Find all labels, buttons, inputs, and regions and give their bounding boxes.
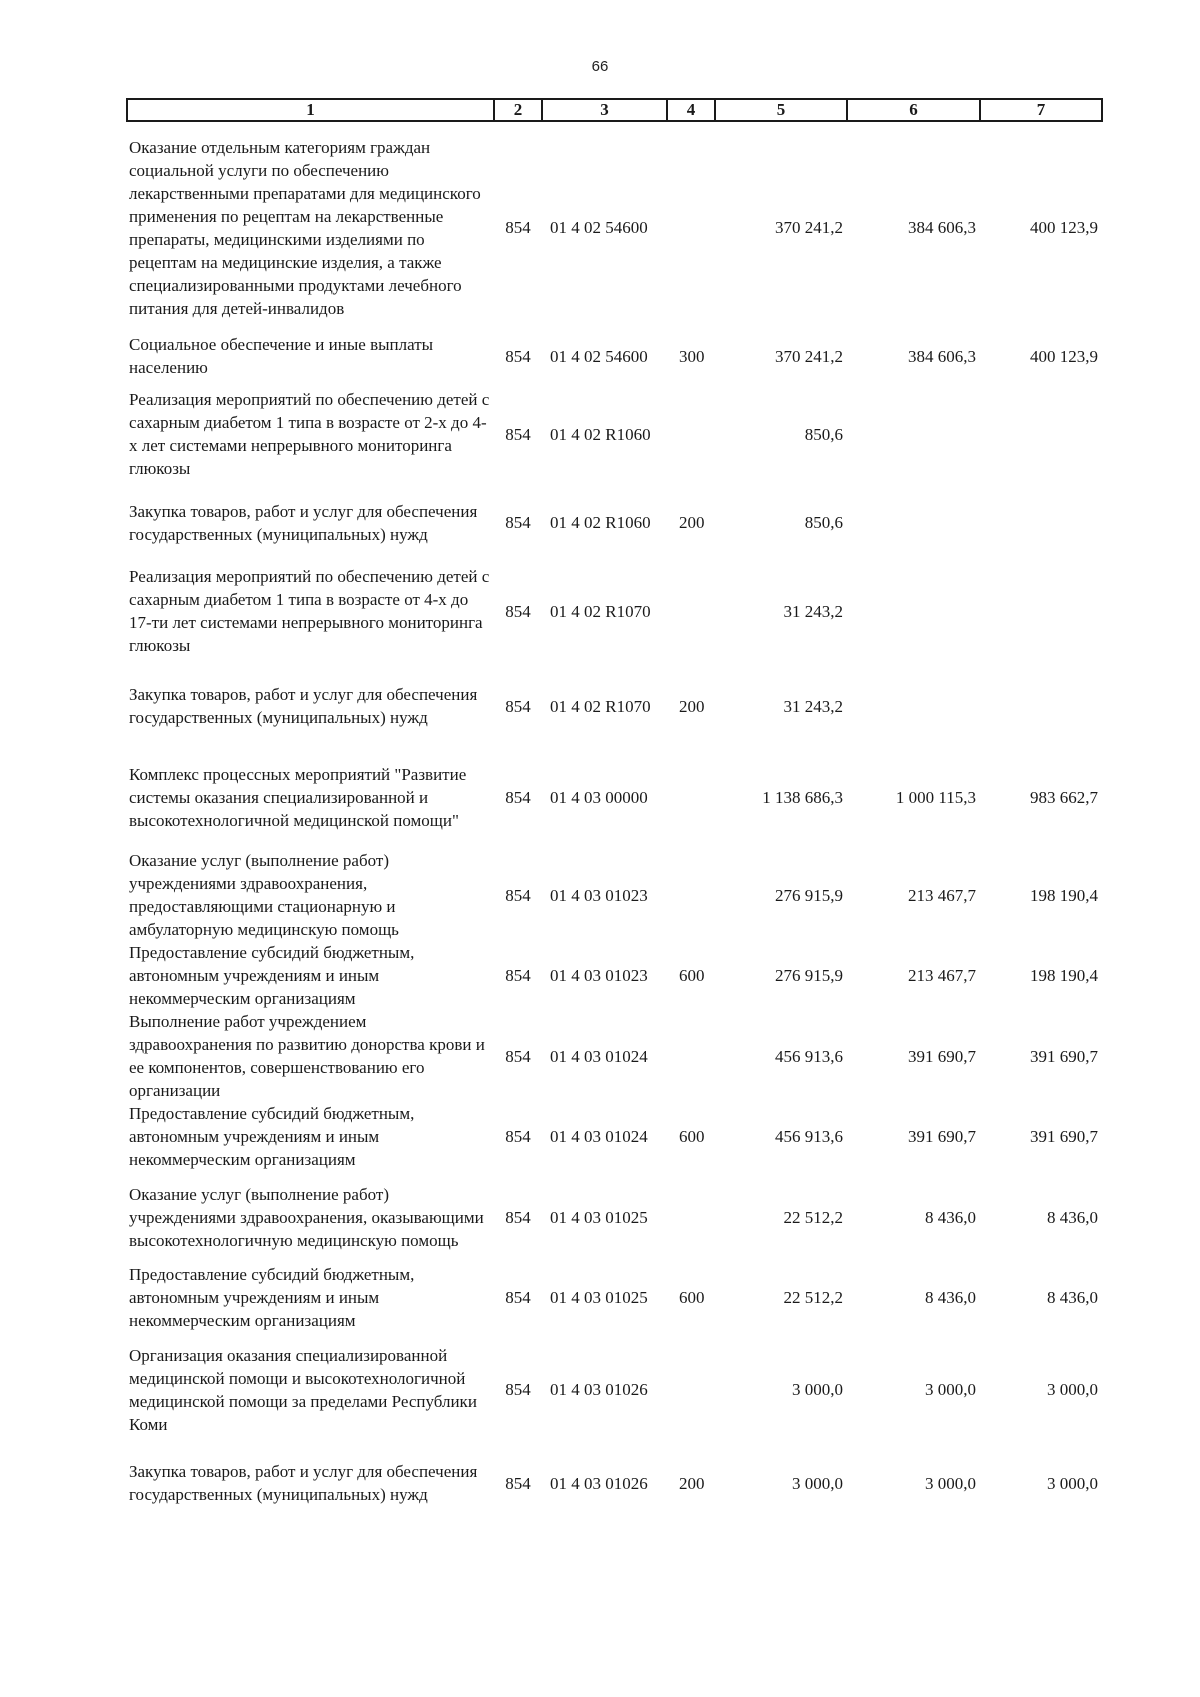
ministry-code: 854: [505, 1046, 531, 1066]
target-article-code: 01 4 03 01025: [550, 1207, 648, 1227]
amount-year-1: 276 915,9: [775, 966, 843, 985]
column-header-7: 7: [980, 99, 1102, 121]
amount-year-1: 31 243,2: [783, 696, 843, 716]
amount-year-2: 391 690,7: [908, 1046, 976, 1066]
amount-year-3: 400 123,9: [1030, 218, 1098, 237]
target-article-code: 01 4 03 01024: [550, 1127, 648, 1146]
expense-type-code: [667, 1171, 715, 1263]
amount-year-1: 456 913,6: [775, 1046, 843, 1066]
amount-year-1: 3 000,0: [792, 1473, 843, 1493]
amount-year-1: 370 241,2: [775, 218, 843, 237]
table-row: [127, 489, 1102, 556]
amount-year-1: 850,6: [804, 513, 843, 532]
target-article-code: 01 4 02 R1070: [550, 696, 651, 716]
column-header-4: 4: [667, 99, 715, 121]
ministry-code: 854: [505, 1473, 531, 1493]
amount-year-3: [980, 489, 1102, 556]
table-row: [127, 556, 1102, 666]
amount-year-1: 3 000,0: [792, 1380, 843, 1399]
ministry-code: 854: [505, 424, 531, 444]
amount-year-2: 8 436,0: [925, 1207, 976, 1227]
amount-year-1: 276 915,9: [775, 885, 843, 905]
table-row: [127, 941, 1102, 1010]
ministry-code: 854: [505, 696, 531, 716]
amount-year-1: 456 913,6: [775, 1127, 843, 1146]
expense-type-code: 200: [679, 1473, 705, 1493]
table-row: [127, 1171, 1102, 1263]
item-name: Закупка товаров, работ и услуг для обеспечения государственных (муниципальных) нужд: [129, 501, 478, 544]
target-article-code: 01 4 03 00000: [550, 788, 648, 807]
target-article-code: 01 4 02 54600: [550, 218, 648, 237]
amount-year-3: 400 123,9: [1030, 346, 1098, 366]
ministry-code: 854: [505, 1127, 531, 1146]
amount-year-2: [847, 556, 980, 666]
amount-year-2: [847, 666, 980, 746]
table-row: [127, 666, 1102, 746]
expense-type-code: 600: [679, 966, 705, 985]
amount-year-3: 3 000,0: [1047, 1380, 1098, 1399]
target-article-code: 01 4 03 01023: [550, 885, 648, 905]
amount-year-1: 22 512,2: [783, 1288, 843, 1307]
amount-year-3: 8 436,0: [1047, 1207, 1098, 1227]
target-article-code: 01 4 03 01023: [550, 966, 648, 985]
table-row: [127, 849, 1102, 941]
budget-table: [126, 98, 1103, 1519]
item-name: Предоставление субсидий бюджетным, автономным учреждениям и иным некоммерческим организациям: [129, 1265, 415, 1330]
item-name: Оказание услуг (выполнение работ) учреждениями здравоохранения, оказывающими высокотехнологичную медицинскую помощь: [129, 1184, 484, 1250]
expense-type-code: [667, 121, 715, 333]
column-header-3: 3: [542, 99, 667, 121]
column-header-6: 6: [847, 99, 980, 121]
item-name: Комплекс процессных мероприятий "Развитие системы оказания специализированной и высокотехнологичной медицинской помощи": [129, 765, 467, 830]
column-header-5: 5: [715, 99, 847, 121]
target-article-code: 01 4 03 01024: [550, 1046, 648, 1066]
amount-year-3: [980, 556, 1102, 666]
item-name: Оказание отдельным категориям граждан социальной услуги по обеспечению лекарственными препаратами для медицинского применения по рецептам на лекарственные препараты, медицинскими изделиями по рецептам на медицинские изделия, а также специализированными продуктами лечебного питания для детей-инвалидов: [129, 137, 481, 318]
item-name: Предоставление субсидий бюджетным, автономным учреждениям и иным некоммерческим организациям: [129, 943, 415, 1008]
amount-year-1: 850,6: [804, 424, 843, 444]
item-name: Оказание услуг (выполнение работ) учреждениями здравоохранения, предоставляющими стационарную и амбулаторную медицинскую помощь: [129, 851, 399, 939]
expense-type-code: [667, 746, 715, 849]
amount-year-3: 391 690,7: [1030, 1046, 1098, 1066]
ministry-code: 854: [505, 1380, 531, 1399]
ministry-code: 854: [505, 788, 531, 807]
ministry-code: 854: [505, 885, 531, 905]
target-article-code: 01 4 03 01026: [550, 1473, 648, 1493]
amount-year-3: 3 000,0: [1047, 1473, 1098, 1493]
amount-year-1: 31 243,2: [783, 601, 843, 621]
amount-year-1: 22 512,2: [783, 1207, 843, 1227]
expense-type-code: [667, 556, 715, 666]
amount-year-3: 391 690,7: [1030, 1127, 1098, 1146]
expense-type-code: 200: [679, 513, 705, 532]
item-name: Организация оказания специализированной медицинской помощи и высокотехнологичной медицинской помощи за пределами Республики Коми: [129, 1345, 477, 1434]
expense-type-code: [667, 1010, 715, 1102]
table-row: [127, 121, 1102, 333]
amount-year-2: 391 690,7: [908, 1127, 976, 1146]
item-name: Предоставление субсидий бюджетным, автономным учреждениям и иным некоммерческим организациям: [129, 1104, 415, 1169]
amount-year-3: 198 190,4: [1030, 885, 1098, 905]
page-number: 66: [591, 58, 609, 75]
table-row: [127, 379, 1102, 489]
amount-year-2: 1 000 115,3: [895, 788, 976, 807]
amount-year-3: 983 662,7: [1030, 788, 1098, 807]
amount-year-1: 1 138 686,3: [762, 788, 843, 807]
amount-year-3: 8 436,0: [1047, 1288, 1098, 1307]
target-article-code: 01 4 02 R1060: [550, 513, 651, 532]
item-name: Реализация мероприятий по обеспечению детей с сахарным диабетом 1 типа в возрасте от 2-х до 4-х лет системами непрерывного мониторинга глюкозы: [129, 390, 490, 478]
ministry-code: 854: [505, 218, 531, 237]
ministry-code: 854: [505, 1207, 531, 1227]
target-article-code: 01 4 03 01026: [550, 1380, 648, 1399]
ministry-code: 854: [505, 346, 531, 366]
amount-year-3: 198 190,4: [1030, 966, 1098, 985]
ministry-code: 854: [505, 601, 531, 621]
target-article-code: 01 4 02 R1060: [550, 424, 651, 444]
item-name: Закупка товаров, работ и услуг для обеспечения государственных (муниципальных) нужд: [129, 1462, 478, 1504]
ministry-code: 854: [505, 513, 531, 532]
amount-year-2: 3 000,0: [925, 1473, 976, 1493]
amount-year-2: 384 606,3: [908, 346, 976, 366]
target-article-code: 01 4 02 54600: [550, 346, 648, 366]
amount-year-2: 384 606,3: [908, 218, 976, 237]
amount-year-2: 213 467,7: [908, 966, 976, 985]
item-name: Выполнение работ учреждением здравоохранения по развитию донорства крови и ее компонентов, совершенствованию его организации: [129, 1012, 485, 1100]
table-row: [127, 746, 1102, 849]
amount-year-3: [980, 379, 1102, 489]
expense-type-code: [667, 379, 715, 489]
expense-type-code: [667, 1332, 715, 1447]
item-name: Реализация мероприятий по обеспечению детей с сахарным диабетом 1 типа в возрасте от 4-х до 17-ти лет системами непрерывного мониторинга глюкозы: [129, 567, 490, 655]
table-row: [127, 333, 1102, 379]
expense-type-code: 600: [679, 1288, 705, 1307]
expense-type-code: 200: [679, 696, 705, 716]
amount-year-1: 370 241,2: [775, 346, 843, 366]
expense-type-code: [667, 849, 715, 941]
amount-year-2: 213 467,7: [908, 885, 976, 905]
table-row: [127, 1010, 1102, 1102]
table-row: [127, 1332, 1102, 1447]
ministry-code: 854: [505, 1288, 531, 1307]
column-header-1: 1: [127, 99, 494, 121]
ministry-code: 854: [505, 966, 531, 985]
amount-year-3: [980, 666, 1102, 746]
amount-year-2: 8 436,0: [925, 1288, 976, 1307]
table-row: [127, 1263, 1102, 1332]
expense-type-code: 300: [679, 346, 705, 366]
table-header-row: [127, 99, 1102, 121]
table-row: [127, 1102, 1102, 1171]
amount-year-2: [847, 379, 980, 489]
column-header-2: 2: [494, 99, 542, 121]
amount-year-2: 3 000,0: [925, 1380, 976, 1399]
target-article-code: 01 4 02 R1070: [550, 601, 651, 621]
item-name: Социальное обеспечение и иные выплаты населению: [129, 335, 434, 377]
amount-year-2: [847, 489, 980, 556]
item-name: Закупка товаров, работ и услуг для обеспечения государственных (муниципальных) нужд: [129, 685, 478, 727]
target-article-code: 01 4 03 01025: [550, 1288, 648, 1307]
expense-type-code: 600: [679, 1127, 705, 1146]
table-row: [127, 1447, 1102, 1519]
